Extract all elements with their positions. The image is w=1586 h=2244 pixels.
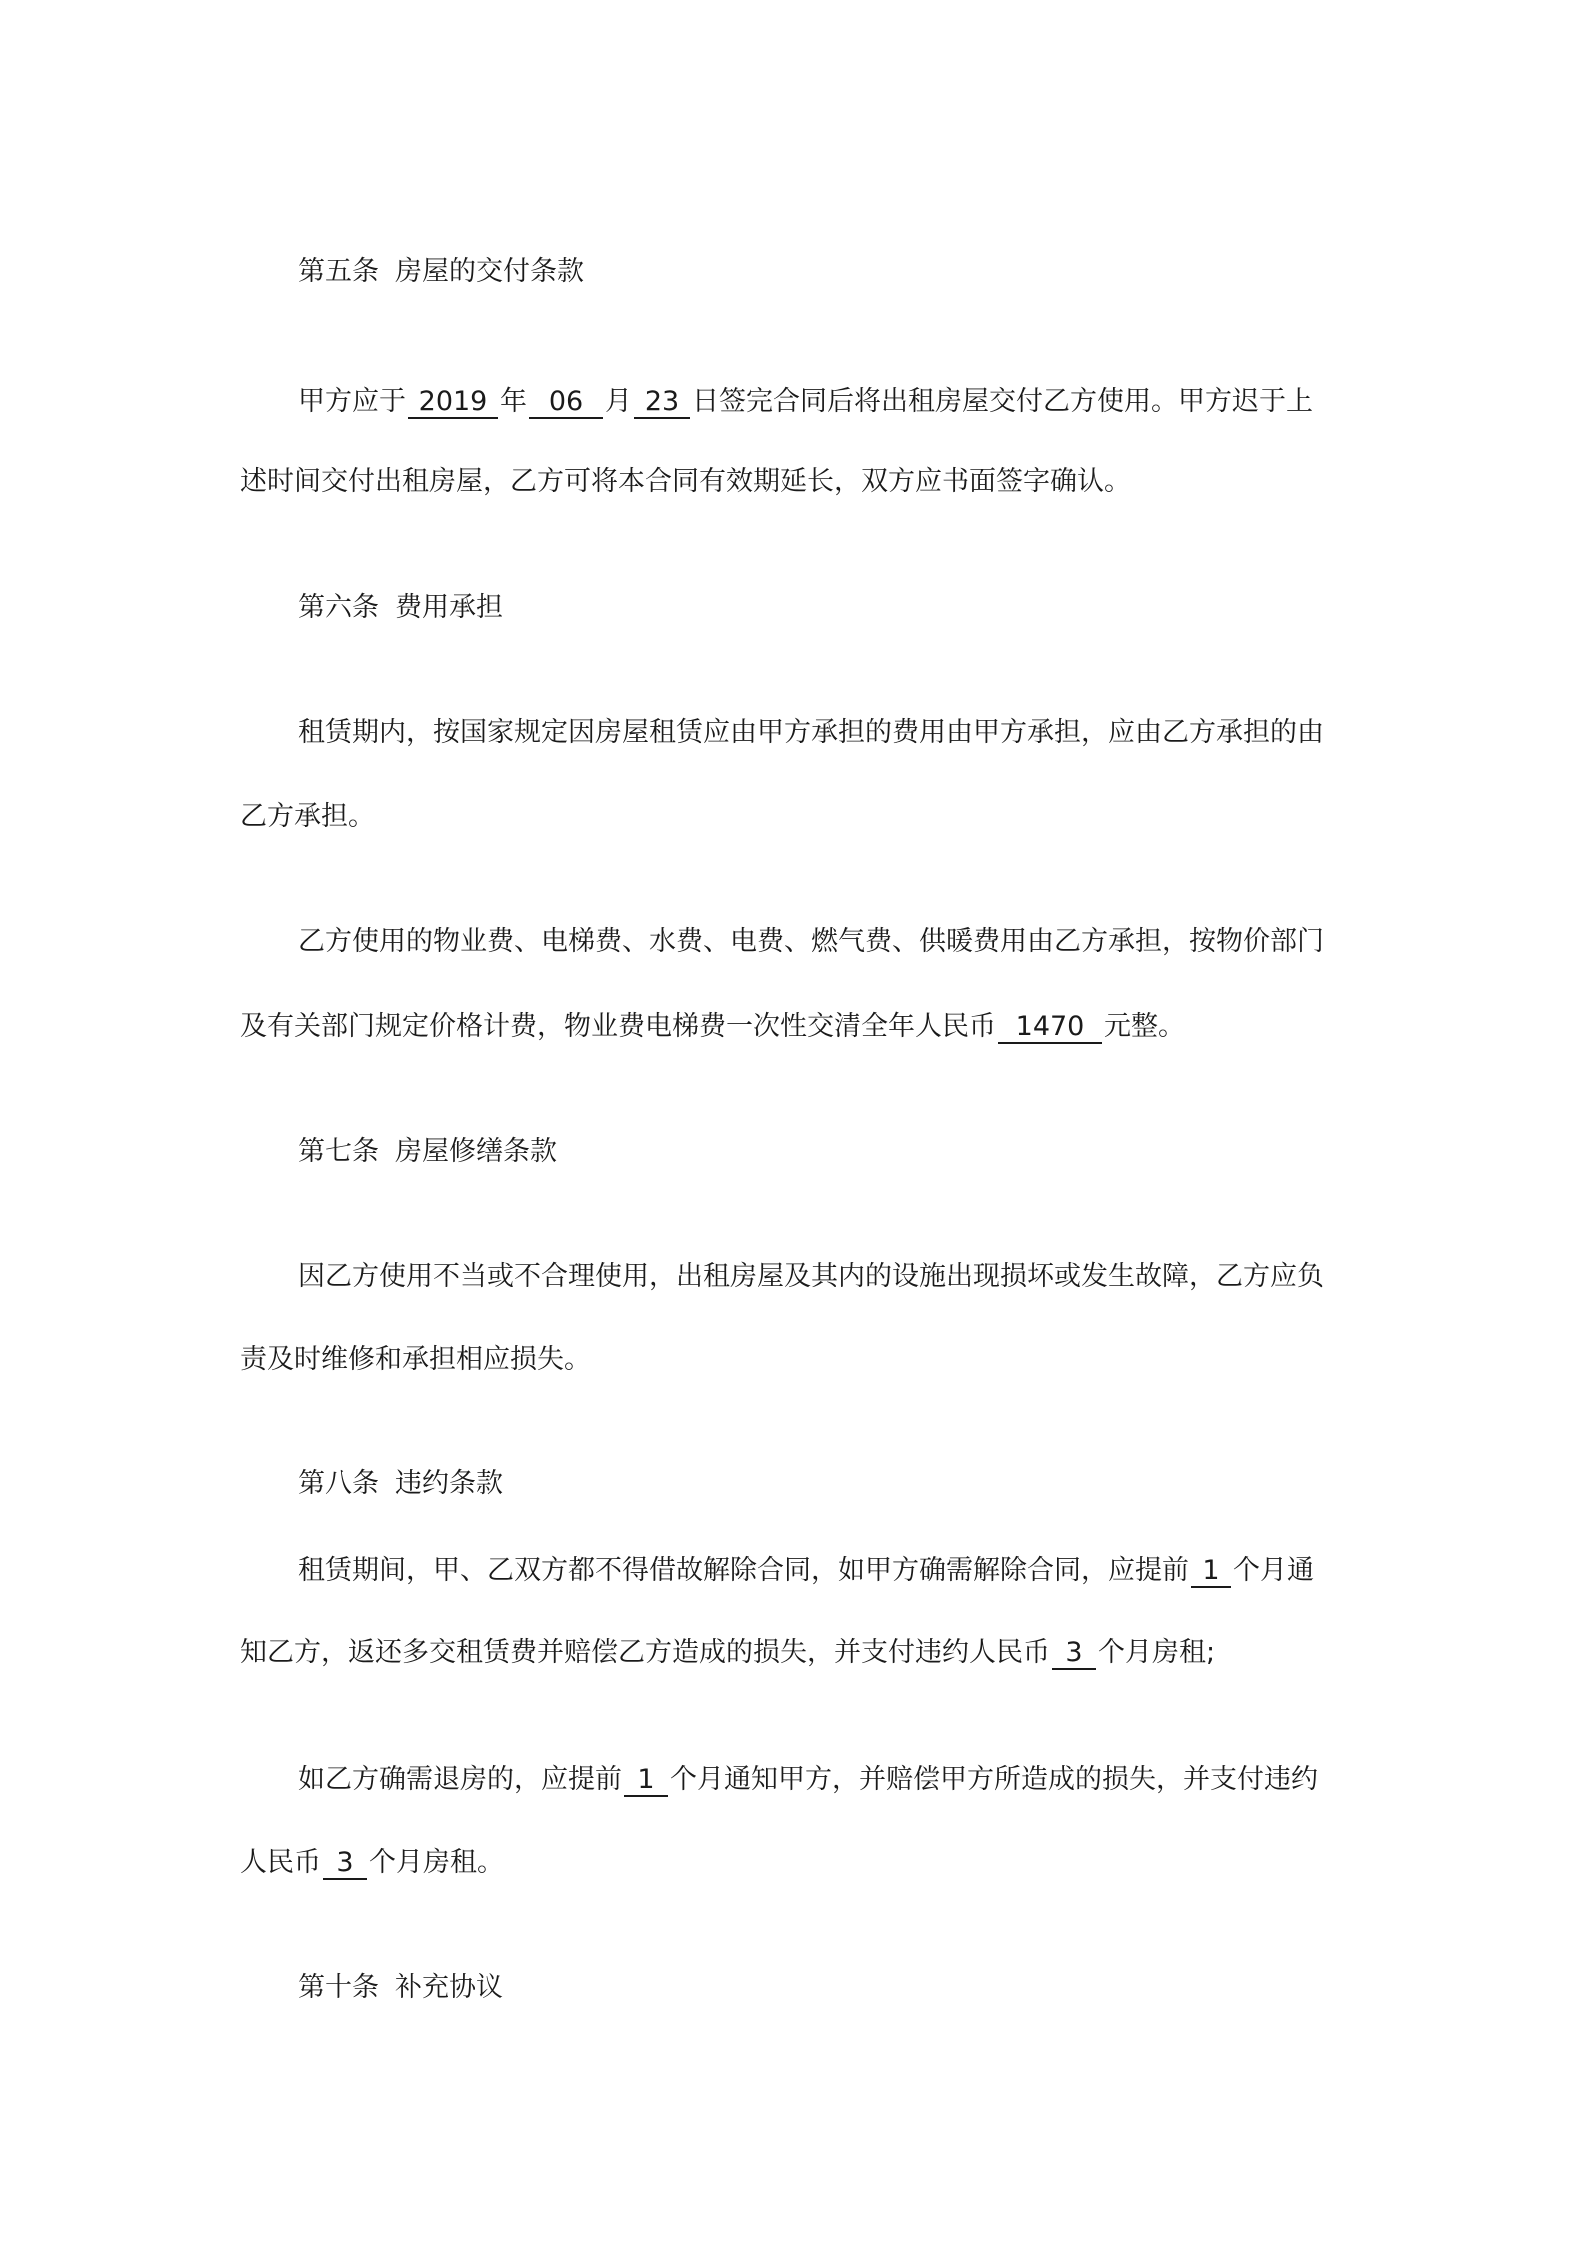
article-8-paragraph-1-line-1	[298, 1551, 1314, 1591]
article-6-number: 第六条	[298, 592, 379, 623]
notice-months-blank: 1	[1191, 1556, 1231, 1588]
article-5-title: 房屋的交付条款	[395, 256, 584, 287]
article-10-title: 补充协议	[395, 1972, 503, 2003]
month-blank: 06	[529, 387, 603, 419]
article-5-paragraph-line-2: 述时间交付出租房屋，乙方可将本合同有效期延长，双方应书面签字确认。	[240, 466, 1131, 497]
article-8-paragraph-2-line-2	[240, 1843, 504, 1883]
article-7-title: 房屋修缮条款	[395, 1136, 557, 1167]
article-8-title: 违约条款	[395, 1468, 503, 1499]
article-5-paragraph-line-1	[298, 382, 1313, 422]
article-8-number: 第八条	[298, 1468, 379, 1499]
article-10-number: 第十条	[298, 1972, 379, 2003]
text-segment: 月	[605, 386, 632, 417]
text-segment: 甲方应于	[298, 386, 406, 417]
amount-blank: 1470	[998, 1012, 1102, 1044]
text-segment: 租赁期间，甲、乙双方都不得借故解除合同，如甲方确需解除合同，应提前	[298, 1555, 1189, 1586]
penalty-months-blank: 3	[323, 1848, 367, 1880]
text-segment: 如乙方确需退房的，应提前	[298, 1764, 622, 1795]
text-segment: 年	[500, 386, 527, 417]
text-segment: 个月通	[1233, 1555, 1314, 1586]
text-segment: 人民币	[240, 1847, 321, 1878]
article-7-number: 第七条	[298, 1136, 379, 1167]
article-6-paragraph-2-line-1: 乙方使用的物业费、电梯费、水费、电费、燃气费、供暖费用由乙方承担，按物价部门	[298, 926, 1324, 957]
penalty-months-blank: 3	[1052, 1638, 1096, 1670]
text-segment: 日签完合同后将出租房屋交付乙方使用。甲方迟于上	[692, 386, 1313, 417]
article-5-heading	[298, 252, 584, 292]
article-6-paragraph-1-line-1: 租赁期内，按国家规定因房屋租赁应由甲方承担的费用由甲方承担，应由乙方承担的由	[298, 717, 1324, 748]
text-segment: 个月通知甲方，并赔偿甲方所造成的损失，并支付违约	[670, 1764, 1318, 1795]
article-5-number: 第五条	[298, 256, 379, 287]
article-6-paragraph-2-line-2	[240, 1007, 1185, 1047]
day-blank: 23	[634, 387, 690, 419]
text-segment: 知乙方，返还多交租赁费并赔偿乙方造成的损失，并支付违约人民币	[240, 1637, 1050, 1668]
notice-months-blank: 1	[624, 1765, 668, 1797]
text-segment: 及有关部门规定价格计费，物业费电梯费一次性交清全年人民币	[240, 1011, 996, 1042]
text-segment: 元整。	[1104, 1011, 1185, 1042]
article-6-heading	[298, 588, 503, 628]
article-6-title: 费用承担	[395, 592, 503, 623]
article-8-paragraph-1-line-2	[240, 1633, 1215, 1673]
text-segment: 个月房租。	[369, 1847, 504, 1878]
article-7-paragraph-line-2: 责及时维修和承担相应损失。	[240, 1344, 591, 1375]
article-7-paragraph-line-1: 因乙方使用不当或不合理使用，出租房屋及其内的设施出现损坏或发生故障，乙方应负	[298, 1261, 1324, 1292]
article-10-heading	[298, 1968, 503, 2008]
article-6-paragraph-1-line-2: 乙方承担。	[240, 801, 375, 832]
year-blank: 2019	[408, 387, 498, 419]
article-8-heading	[298, 1464, 503, 1504]
text-segment: 个月房租;	[1098, 1637, 1216, 1668]
article-7-heading	[298, 1132, 557, 1172]
article-8-paragraph-2-line-1	[298, 1760, 1318, 1800]
